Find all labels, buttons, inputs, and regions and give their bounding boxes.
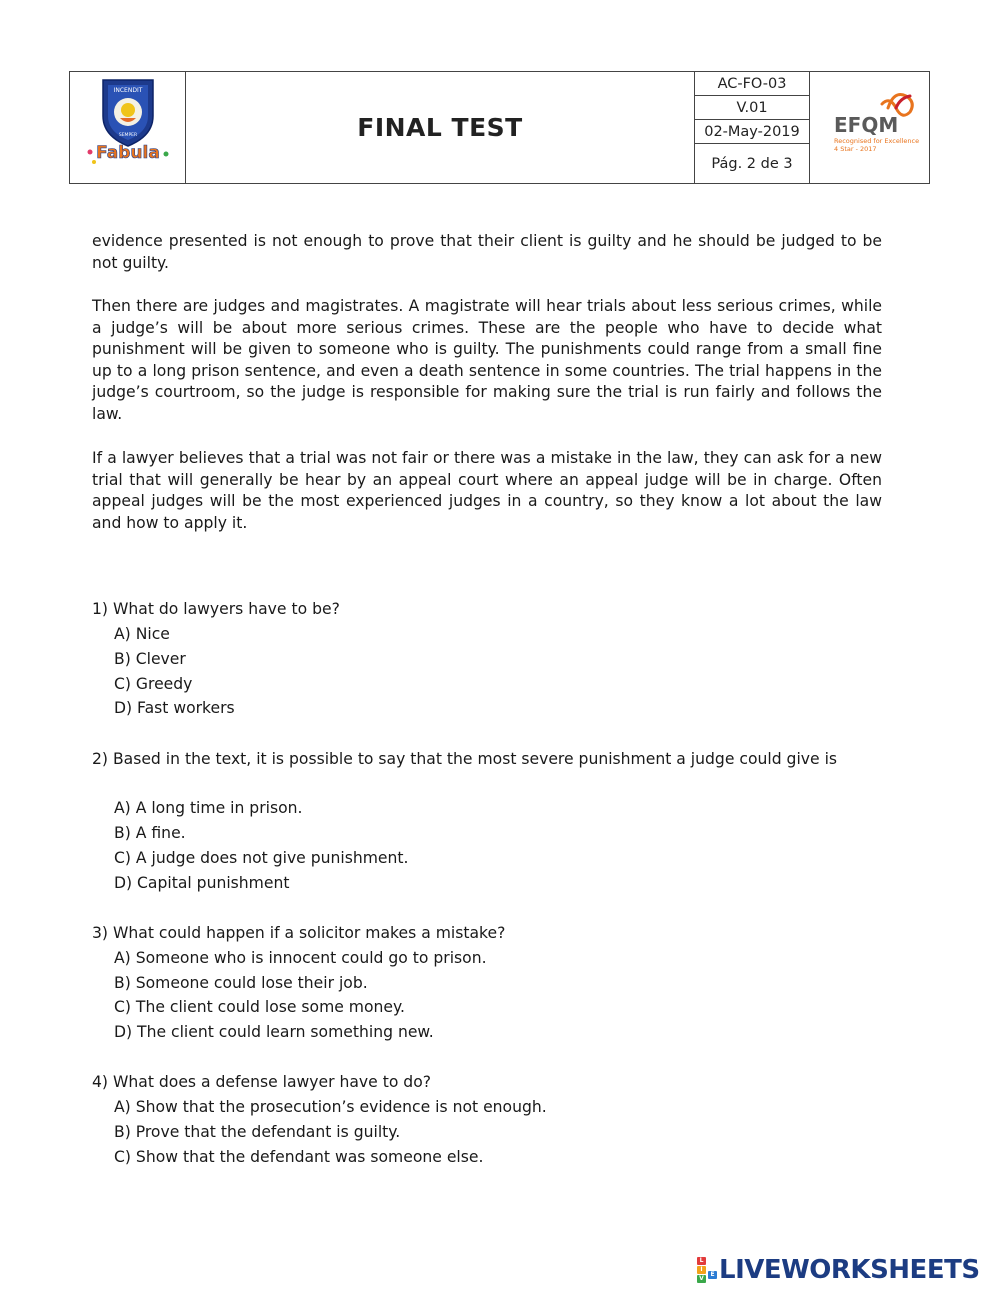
block-e: E [708,1271,717,1279]
question-3-option-b[interactable]: B) Someone could lose their job. [114,974,368,992]
page-number: Pág. 2 de 3 [711,155,793,172]
question-2-option-a[interactable]: A) A long time in prison. [114,799,303,817]
question-1-option-c[interactable]: C) Greedy [114,675,193,693]
liveworksheets-blocks-icon-2 [708,1271,717,1279]
question-2-option-b[interactable]: B) A fine. [114,824,186,842]
question-3: 3) What could happen if a solicitor makes a mistake? [92,924,506,942]
question-2: 2) Based in the text, it is possible to say that the most severe punishment a judge could give is [92,750,838,768]
paragraph-3: If a lawyer believes that a trial was not fair or there was a mistake in the law, they can ask for a new trial that will generally be hear by an appeal court where an appeal judge will be in charge. Often appeal judges will be the most experienced judges in a country, so they know a lot about the law and how to apply it. [92,449,882,532]
question-1-option-d[interactable]: D) Fast workers [114,699,235,717]
title-cell [186,72,695,183]
efqm-logo [810,72,929,183]
block-l: L [697,1257,706,1265]
document-date: 02-May-2019 [695,120,809,144]
question-3-option-d[interactable]: D) The client could learn something new. [114,1023,434,1041]
question-3-option-a[interactable]: A) Someone who is innocent could go to prison. [114,949,487,967]
document-meta [695,72,810,183]
document-version: V.01 [695,96,809,120]
question-1-option-b[interactable]: B) Clever [114,650,186,668]
question-1: 1) What do lawyers have to be? [92,600,340,618]
svg-text:Fabula: Fabula [96,143,160,163]
block-v: V [697,1275,706,1283]
efqm-logo-cell [810,72,929,183]
block-i: I [697,1266,706,1274]
svg-text:Recognised for Excellence: Recognised for Excellence [834,137,920,145]
question-4: 4) What does a defense lawyer have to do? [92,1073,432,1091]
svg-text:EFQM: EFQM [834,113,899,137]
school-logo [70,72,186,183]
document-header [69,71,930,184]
svg-text:SEMPER: SEMPER [118,133,138,138]
paragraph-2: Then there are judges and magistrates. A magistrate will hear trials about less serious crimes, while a judge’s will be about more serious crimes. These are the people who have to decide what punishment will be given to someone who is guilty. The punishments could range from a small fine up to a long prison sentence, and even a death sentence in some countries. The trial happens in the judge’s courtroom, so the judge is responsible for making sure the trial is run fairly and follows the law. [92,297,882,423]
question-4-option-c[interactable]: C) Show that the defendant was someone else. [114,1148,484,1166]
paragraph-1: evidence presented is not enough to prove that their client is guilty and he should be judged to be not guilty. [92,232,882,272]
question-2-option-d[interactable]: D) Capital punishment [114,874,290,892]
question-4-option-b[interactable]: B) Prove that the defendant is guilty. [114,1123,401,1141]
svg-text:4 Star - 2017: 4 Star - 2017 [834,145,877,153]
document-code: AC-FO-03 [695,72,809,96]
liveworksheets-logo [697,1255,980,1285]
svg-text:INCENDIT: INCENDIT [113,87,143,94]
question-1-option-a[interactable]: A) Nice [114,625,170,643]
question-4-option-a[interactable]: A) Show that the prosecution’s evidence is not enough. [114,1098,547,1116]
question-2-option-c[interactable]: C) A judge does not give punishment. [114,849,409,867]
question-3-option-c[interactable]: C) The client could lose some money. [114,998,405,1016]
school-logo-cell [70,72,186,183]
page-title: FINAL TEST [357,113,523,142]
liveworksheets-wordmark: LIVEWORKSHEETS [719,1255,980,1285]
liveworksheets-blocks-icon [697,1257,706,1283]
